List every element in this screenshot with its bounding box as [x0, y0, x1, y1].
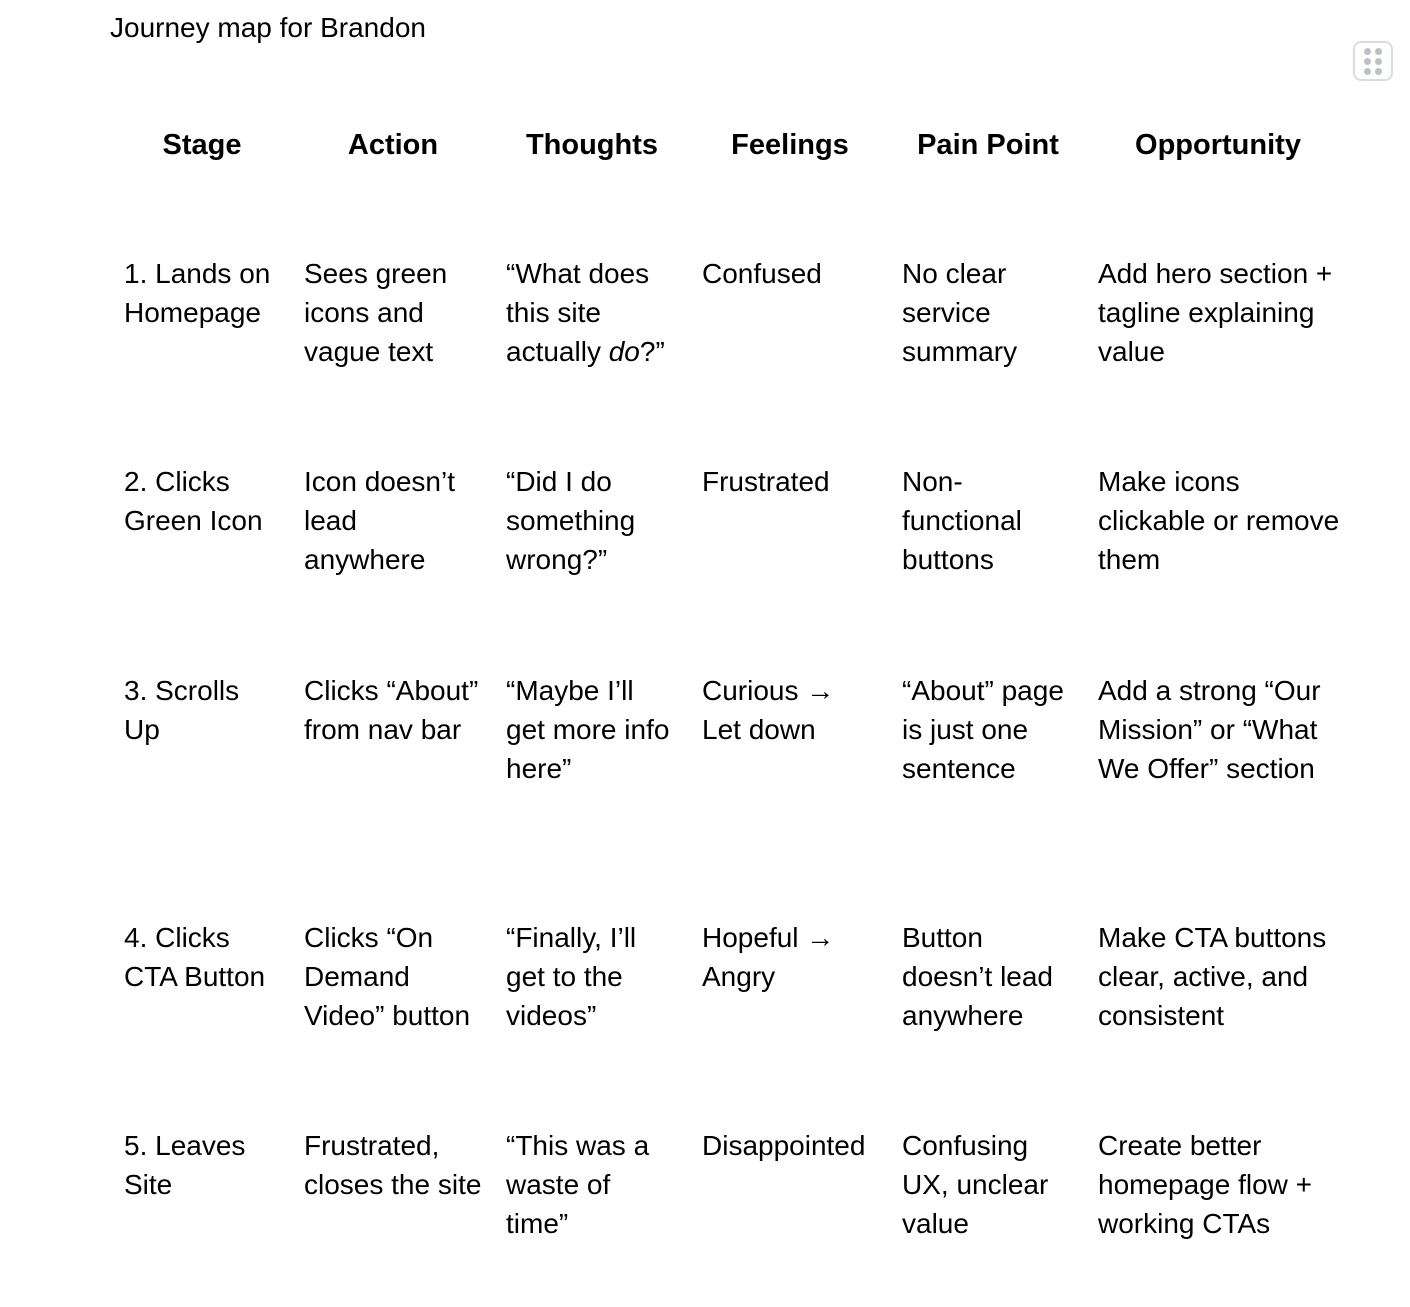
handle-dot [1364, 48, 1371, 55]
thoughts-text-end: ?” [639, 336, 665, 367]
table-header-row [112, 102, 1350, 235]
cell-thoughts: “Maybe I’ll get more info here” [506, 675, 670, 784]
cell-pain-point: Button doesn’t lead anywhere [902, 922, 1054, 1031]
cell-action: Clicks “About” from nav bar [304, 675, 479, 745]
cell-action: Frustrated, closes the site [304, 1130, 482, 1200]
cell-opportunity: Add hero section + tagline explaining value [1098, 258, 1333, 367]
handle-dot [1364, 58, 1371, 65]
cell-action: Sees green icons and vague text [304, 258, 448, 367]
header-action: Action [347, 129, 439, 161]
table-row [112, 235, 1350, 443]
handle-dot [1375, 68, 1382, 75]
cell-stage: 3. Scrolls Up [124, 675, 240, 745]
cell-feelings: Frustrated [702, 466, 830, 497]
cell-action: Clicks “On Demand Video” button [304, 922, 471, 1031]
table-row [112, 652, 1350, 899]
cell-stage: 2. Clicks Green Icon [124, 466, 263, 536]
cell-stage: 5. Leaves Site [124, 1130, 246, 1200]
cell-feelings: Curious → Let down [702, 675, 835, 745]
cell-thoughts: “This was a waste of time” [506, 1130, 650, 1239]
header-thoughts: Thoughts [525, 129, 659, 161]
cell-feelings: Confused [702, 258, 822, 289]
cell-action: Icon doesn’t lead anywhere [304, 466, 455, 575]
thoughts-text: “What does this site actually [506, 258, 650, 367]
drag-handle-icon[interactable] [1353, 41, 1393, 81]
cell-opportunity: Make CTA buttons clear, active, and consistent [1098, 922, 1327, 1031]
table-row [112, 1107, 1350, 1307]
cell-feelings: Disappointed [702, 1130, 866, 1161]
thoughts-emphasis: do [608, 336, 640, 367]
document-title: Journey map for Brandon [110, 12, 426, 43]
table-row [112, 443, 1350, 652]
handle-dot [1364, 68, 1371, 75]
header-opportunity: Opportunity [1135, 129, 1301, 161]
cell-stage: 1. Lands on Homepage [124, 258, 271, 328]
cell-opportunity: Create better homepage flow + working CTAs [1098, 1130, 1313, 1239]
header-stage: Stage [162, 129, 242, 161]
header-feelings: Feelings [731, 129, 849, 161]
cell-pain-point: No clear service summary [902, 258, 1018, 367]
cell-pain-point: “About” page is just one sentence [902, 675, 1064, 784]
handle-dot [1375, 58, 1382, 65]
handle-dot [1375, 48, 1382, 55]
cell-thoughts: “Finally, I’ll get to the videos” [506, 922, 637, 1031]
table-row [112, 899, 1350, 1107]
cell-opportunity: Add a strong “Our Mission” or “What We Offer” section [1098, 675, 1321, 784]
cell-feelings: Hopeful → Angry [702, 922, 835, 992]
cell-thoughts: “Did I do something wrong?” [506, 466, 636, 575]
cell-opportunity: Make icons clickable or remove them [1098, 466, 1340, 575]
cell-pain-point: Non-functional buttons [902, 466, 1022, 575]
cell-thoughts [494, 235, 690, 443]
cell-pain-point: Confusing UX, unclear value [902, 1130, 1049, 1239]
journey-map-table [112, 102, 1350, 1307]
header-pain-point: Pain Point [917, 129, 1059, 161]
cell-stage: 4. Clicks CTA Button [124, 922, 266, 992]
